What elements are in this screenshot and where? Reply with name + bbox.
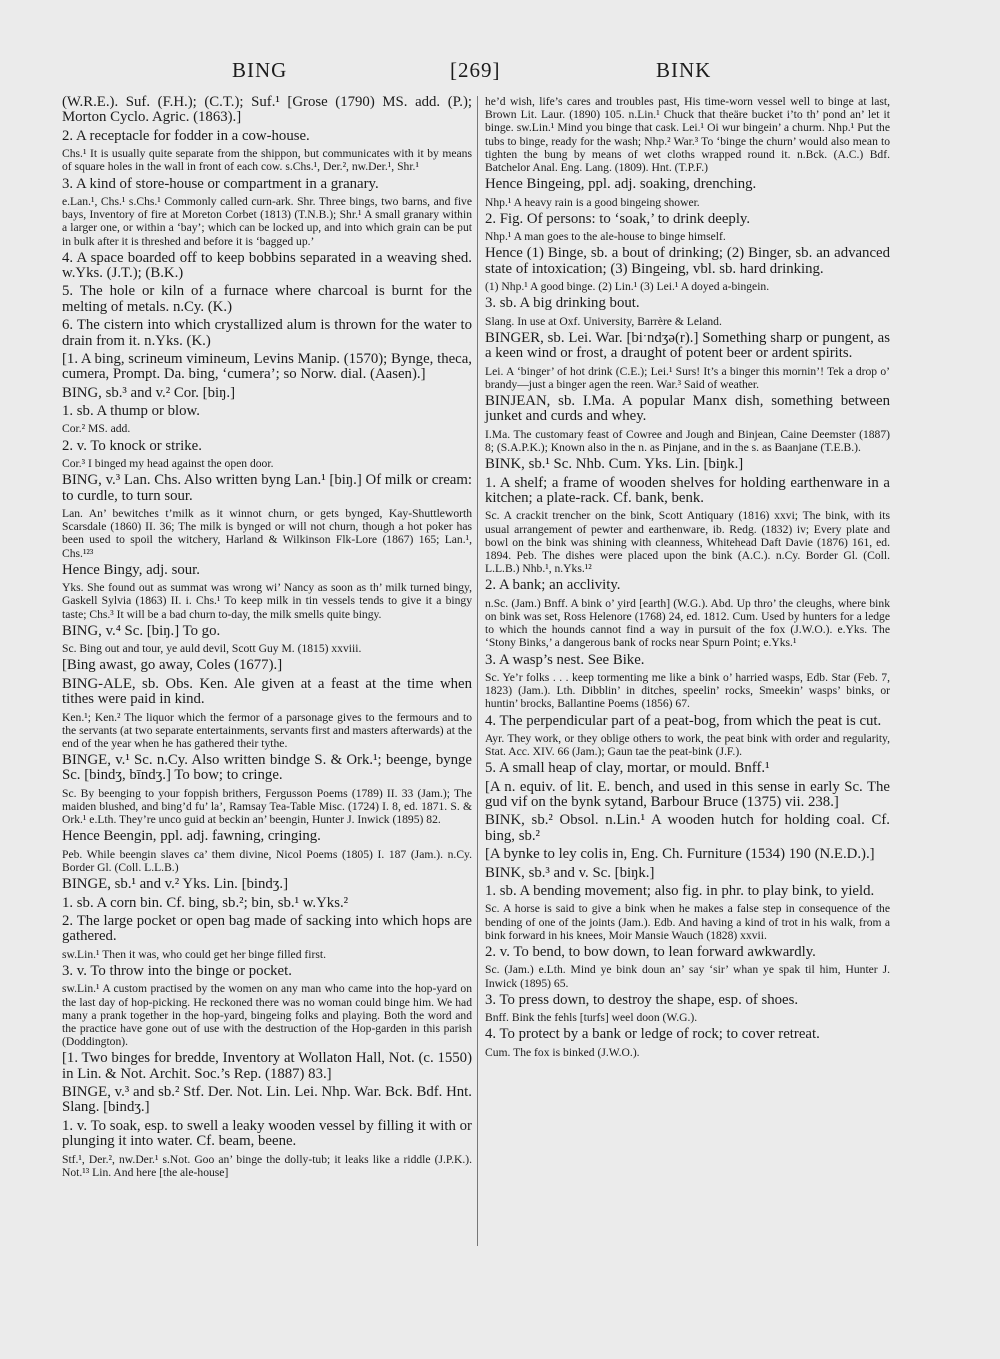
- citation-paragraph: Nhp.¹ A heavy rain is a good bingeing shower.: [485, 195, 700, 209]
- citation-paragraph: Sc. (Jam.) e.Lth. Mind ye bink doun an’ say ‘sir’ whan ye spak til him, Hunter J. Inwick (1895) 65.: [485, 963, 890, 990]
- column-divider: [477, 96, 478, 1246]
- citation-paragraph: Ken.¹; Ken.² The liquor which the fermor of a parsonage gives to the fermours and to the servants (at two separate entertainments, servants first and masters afterwards) at the end of the year when he has gathered their tythe.: [62, 710, 472, 750]
- citation-paragraph: Yks. She found out as summat was wrong wi’ Nancy as soon as th’ milk turned bingy, Gaskell Sylvia (1863) II. i. Chs.¹ To keep milk in tin vessels tends to give it a bingy taste; Chs.³ It will be a bad churn to-day, the milk smells quite bingy.: [62, 581, 472, 621]
- citation-paragraph: Nhp.¹ A man goes to the ale-house to binge himself.: [485, 230, 726, 244]
- definition-paragraph: 3. To press down, to destroy the shape, esp. of shoes.: [485, 991, 799, 1008]
- definition-paragraph: BING-ALE, sb. Obs. Ken. Ale given at a feast at the time when tithes were paid in kind.: [62, 675, 472, 708]
- running-head: [60, 58, 960, 88]
- definition-paragraph: BINK, sb.² Obsol. n.Lin.¹ A wooden hutch for holding coal. Cf. bing, sb.²: [485, 812, 890, 844]
- citation-paragraph: he’d wish, life’s cares and troubles past, His time-worn vessel well to binge at last, Brown Lit. Laur. (1890) 105. n.Lin.¹ Chuck that theäre bucket i’to th’ pond an’ let it binge. sw.Lin.¹ Mind you binge that cask. Lei.¹ Oi wur bingein’ a churm. Nhp.¹ Put the tubs to binge, ready for the wash; Nhp.² War.³ To ‘binge the churn’ would also mean to tighten the bung by means of wet cloths wrapped round it. n.Bck. (A.C.) Bdf. Batchelor Anal. Eng. Lang. (1809). Hnt. (T.P.F.): [485, 95, 890, 175]
- citation-paragraph: Lan. An’ bewitches t’milk as it winnot churn, or gets bynged, Kay-Shuttleworth Scarsdale (1860) II. 36; The milk is bynged or will not churn, though a hot poker has been used to spoil the witchery, Harland & Wilkinson Flk-Lore (1867) 165; Lan.¹, Chs.¹²³: [62, 507, 472, 560]
- citation-paragraph: Sc. Bing out and tour, ye auld devil, Scott Guy M. (1815) xxviii.: [62, 642, 362, 656]
- citation-paragraph: Bnff. Bink the fehls [turfs] weel doon (W.G.).: [485, 1011, 698, 1025]
- definition-paragraph: 4. The perpendicular part of a peat-bog, from which the peat is cut.: [485, 712, 882, 729]
- definition-paragraph: 2. The large pocket or open bag made of sacking into which hops are gathered.: [62, 913, 472, 945]
- page-number: [269]: [450, 58, 501, 82]
- definition-paragraph: 1. A shelf; a frame of wooden shelves for holding earthenware in a kitchen; a plate-rack. Cf. bank, benk.: [485, 474, 890, 506]
- definition-paragraph: 5. The hole or kiln of a furnace where charcoal is burnt for the melting of metals. n.Cy. (K.): [62, 283, 472, 315]
- citation-paragraph: Cor.² MS. add.: [62, 422, 131, 436]
- definition-paragraph: 1. sb. A bending movement; also fig. in phr. to play bink, to yield.: [485, 882, 875, 899]
- definition-paragraph: BING, v.⁴ Sc. [biŋ.] To go.: [62, 622, 221, 639]
- definition-paragraph: 4. A space boarded off to keep bobbins separated in a weaving shed. w.Yks. (J.T.); (B.K.): [62, 249, 472, 282]
- definition-paragraph: BINGER, sb. Lei. War. [biˑndʒə(r).] Something sharp or pungent, as a keen wind or frost, a draught of potent beer or ardent spirits.: [485, 329, 890, 362]
- citation-paragraph: I.Ma. The customary feast of Cowree and Jough and Binjean, Caine Deemster (1887) 8; (S.A.P.K.); Known also in the n. as Pinjane, and in the s. as Baanjane (T.E.B.).: [485, 427, 890, 455]
- definition-paragraph: Hence (1) Binge, sb. a bout of drinking; (2) Binger, sb. an advanced state of intoxication; (3) Bingeing, vbl. sb. hard drinking.: [485, 245, 890, 277]
- definition-paragraph: 3. A kind of store-house or compartment in a granary.: [62, 175, 379, 192]
- definition-paragraph: [A n. equiv. of lit. E. bench, and used in this sense in early Sc. The gud vif on the bynk sytand, Barbour Bruce (1375) vii. 238.]: [485, 778, 890, 811]
- definition-paragraph: BING, v.³ Lan. Chs. Also written byng Lan.¹ [biŋ.] Of milk or cream: to curdle, to turn sour.: [62, 472, 472, 504]
- header-first-word: BING: [232, 58, 288, 82]
- citation-paragraph: Chs.¹ It is usually quite separate from the shippon, but communicates with it by means of square holes in the wall in front of each cow. s.Chs.¹, Der.², nw.Der.¹, Shr.¹: [62, 147, 472, 174]
- definition-paragraph: [1. Two binges for bredde, Inventory at Wollaton Hall, Not. (c. 1550) in Lin. & Not. Archit. Soc.’s Rep. (1887) 83.]: [62, 1050, 472, 1082]
- right-column: [485, 95, 890, 1062]
- definition-paragraph: BINK, sb.¹ Sc. Nhb. Cum. Yks. Lin. [biŋk.]: [485, 456, 744, 473]
- definition-paragraph: Hence Bingeing, ppl. adj. soaking, drenching.: [485, 176, 757, 193]
- citation-paragraph: e.Lan.¹, Chs.¹ s.Chs.¹ Commonly called curn-ark. Shr. Three bings, two barns, and five bays, Inventory of fire at Moreton Corbet (1813) (T.N.B.); Shr.¹ A small granary within a larger one, or within a ‘bay’; which can be locked up, and into which grain can be put in bulk after it is threshed and before it is ‘bagged up.’: [62, 194, 472, 248]
- definition-paragraph: 1. sb. A thump or blow.: [62, 403, 200, 420]
- citation-paragraph: Peb. While beengin slaves ca’ them divine, Nicol Poems (1805) I. 187 (Jam.). n.Cy. Border Gl. (Coll. L.L.B.): [62, 847, 472, 875]
- definition-paragraph: BINGE, v.¹ Sc. n.Cy. Also written bindge S. & Ork.¹; beenge, bynge Sc. [bindʒ, bīndʒ.] To bow; to cringe.: [62, 752, 472, 784]
- citation-paragraph: Slang. In use at Oxf. University, Barrère & Leland.: [485, 314, 722, 328]
- citation-paragraph: Cor.³ I binged my head against the open door.: [62, 457, 274, 471]
- citation-paragraph: Stf.¹, Der.², nw.Der.¹ s.Not. Goo an’ binge the dolly-tub; it leaks like a riddle (J.P.K.). Not.¹³ Lin. And here [the ale-house]: [62, 1152, 472, 1179]
- definition-paragraph: 3. A wasp’s nest. See Bike.: [485, 651, 645, 668]
- definition-paragraph: 2. v. To bend, to bow down, to lean forward awkwardly.: [485, 943, 816, 960]
- definition-paragraph: 3. sb. A big drinking bout.: [485, 295, 640, 312]
- definition-paragraph: 2. A bank; an acclivity.: [485, 577, 621, 594]
- definition-paragraph: BINK, sb.³ and v. Sc. [biŋk.]: [485, 864, 655, 881]
- citation-paragraph: Sc. A crackit trencher on the bink, Scott Antiquary (1816) xxvi; The bink, with its usual arrangement of pewter and earthenware, ib. Redg. (1832) iv; Every plate and bowl on the bink was shining with cleanness, Whitehead Daft Davie (1876) 161, ed. 1894. Peb. The dishes were placed upon the bink (A.C.). n.Cy. Border Gl. (Coll. L.L.B.) Nhb.¹, n.Yks.¹²: [485, 509, 890, 576]
- definition-paragraph: [Bing awast, go away, Coles (1677).]: [62, 657, 283, 674]
- definition-paragraph: 1. v. To soak, esp. to swell a leaky wooden vessel by filling it with or plunging it into water. Cf. beam, beene.: [62, 1117, 472, 1150]
- definition-paragraph: 6. The cistern into which crystallized alum is thrown for the water to drain from it. n.Yks. (K.): [62, 317, 472, 349]
- citation-paragraph: Ayr. They work, or they oblige others to work, the peat bink with order and regularity, Stat. Acc. XIV. 66 (Jam.); Gaun tae the peat-bink (J.F.).: [485, 731, 890, 759]
- citation-paragraph: Sc. A horse is said to give a bink when he makes a false step in consequence of the bending of one of the joints (Jam.). Edb. And having a kind of trot in his walk, from a bink forward in his knees, Moir Mansie Wauch (1828) xxvii.: [485, 902, 890, 942]
- definition-paragraph: 4. To protect by a bank or ledge of rock; to cover retreat.: [485, 1026, 820, 1043]
- citation-paragraph: Sc. Ye’r folks . . . keep tormenting me like a bink o’ harried wasps, Edb. Star (Feb. 7, 1823) (Jam.). Lth. Dibblin’ in ditches, speelin’ rocks, Smeekin’ wasps’ binks, or huntin’ brocks, Ballantine Poems (1856) 67.: [485, 670, 890, 711]
- citation-paragraph: Lei. A ‘binger’ of hot drink (C.E.); Lei.¹ Surs! It’s a binger this mornin’! Tek a drop o’ brandy—just a binger agen the reen. War.³ Said of weather.: [485, 364, 890, 391]
- definition-paragraph: Hence Beengin, ppl. adj. fawning, cringing.: [62, 828, 321, 845]
- definition-paragraph: BINGE, sb.¹ and v.² Yks. Lin. [bindʒ.]: [62, 876, 288, 893]
- citation-paragraph: Sc. By beenging to your foppish brithers, Fergusson Poems (1789) II. 33 (Jam.); The maiden blushed, and bing’d fu’ la’, Ramsay Tea-Table Misc. (1724) I. 8, ed. 1871. S. & Ork.¹ e.Lth. They’re unco guid at beckin an’ beengin, Hunter J. Inwick (1895) 82.: [62, 786, 472, 827]
- citation-paragraph: sw.Lin.¹ Then it was, who could get her binge filled first.: [62, 947, 326, 961]
- header-last-word: BINK: [656, 58, 712, 82]
- definition-paragraph: 5. A small heap of clay, mortar, or mould. Bnff.¹: [485, 760, 770, 777]
- definition-paragraph: 1. sb. A corn bin. Cf. bing, sb.²; bin, sb.¹ w.Yks.²: [62, 894, 349, 911]
- definition-paragraph: BING, sb.³ and v.² Cor. [biŋ.]: [62, 384, 236, 401]
- citation-paragraph: sw.Lin.¹ A custom practised by the women on any man who came into the hop-yard on the last day of hop-picking. He reckoned there was no woman could binge him. We had many a prank together in the hop-yard, bingeing folks and playing. Both the word and the practice have gone out of use with the destruction of the Hop-garden in this parish (Doddington).: [62, 982, 472, 1049]
- definition-paragraph: Hence Bingy, adj. sour.: [62, 561, 200, 578]
- definition-paragraph: BINJEAN, sb. I.Ma. A popular Manx dish, something between junket and curds and whey.: [485, 393, 890, 425]
- definition-paragraph: 2. v. To knock or strike.: [62, 437, 202, 454]
- citation-paragraph: (1) Nhp.¹ A good binge. (2) Lin.¹ (3) Lei.¹ A doyed a-bingein.: [485, 280, 770, 294]
- definition-paragraph: [1. A bing, scrineum vimineum, Levins Manip. (1570); Bynge, theca, cumera, Prompt. Da. bing, ‘cumera’; so Norw. dial. (Aasen).]: [62, 350, 472, 383]
- definition-paragraph: BINGE, v.³ and sb.² Stf. Der. Not. Lin. Lei. Nhp. War. Bck. Bdf. Hnt. Slang. [bindʒ.]: [62, 1084, 472, 1116]
- left-column: [62, 95, 472, 1182]
- definition-paragraph: 3. v. To throw into the binge or pocket.: [62, 962, 292, 979]
- citation-paragraph: Cum. The fox is binked (J.W.O.).: [485, 1045, 640, 1059]
- citation-paragraph: n.Sc. (Jam.) Bnff. A bink o’ yird [earth] (W.G.). Abd. Up thro’ the cleughs, where bink on bink was set, Ross Helenore (1768) 24, ed. 1812. Cum. Used by hunters for a ledge to which the hounds cannot find a way in pursuit of the fox (J.W.O.). e.Yks. The ‘Stony Binks,’ a dangerous bank of rocks near Spurn Point; e.Yks.¹: [485, 596, 890, 650]
- definition-paragraph: 2. A receptacle for fodder in a cow-house.: [62, 127, 310, 144]
- definition-paragraph: [A bynke to ley colis in, Eng. Ch. Furniture (1534) 190 (N.E.D.).]: [485, 846, 875, 863]
- definition-paragraph: (W.R.E.). Suf. (F.H.); (C.T.); Suf.¹ [Grose (1790) MS. add. (P.); Morton Cyclo. Agric. (1863).]: [62, 94, 472, 126]
- definition-paragraph: 2. Fig. Of persons: to ‘soak,’ to drink deeply.: [485, 210, 751, 227]
